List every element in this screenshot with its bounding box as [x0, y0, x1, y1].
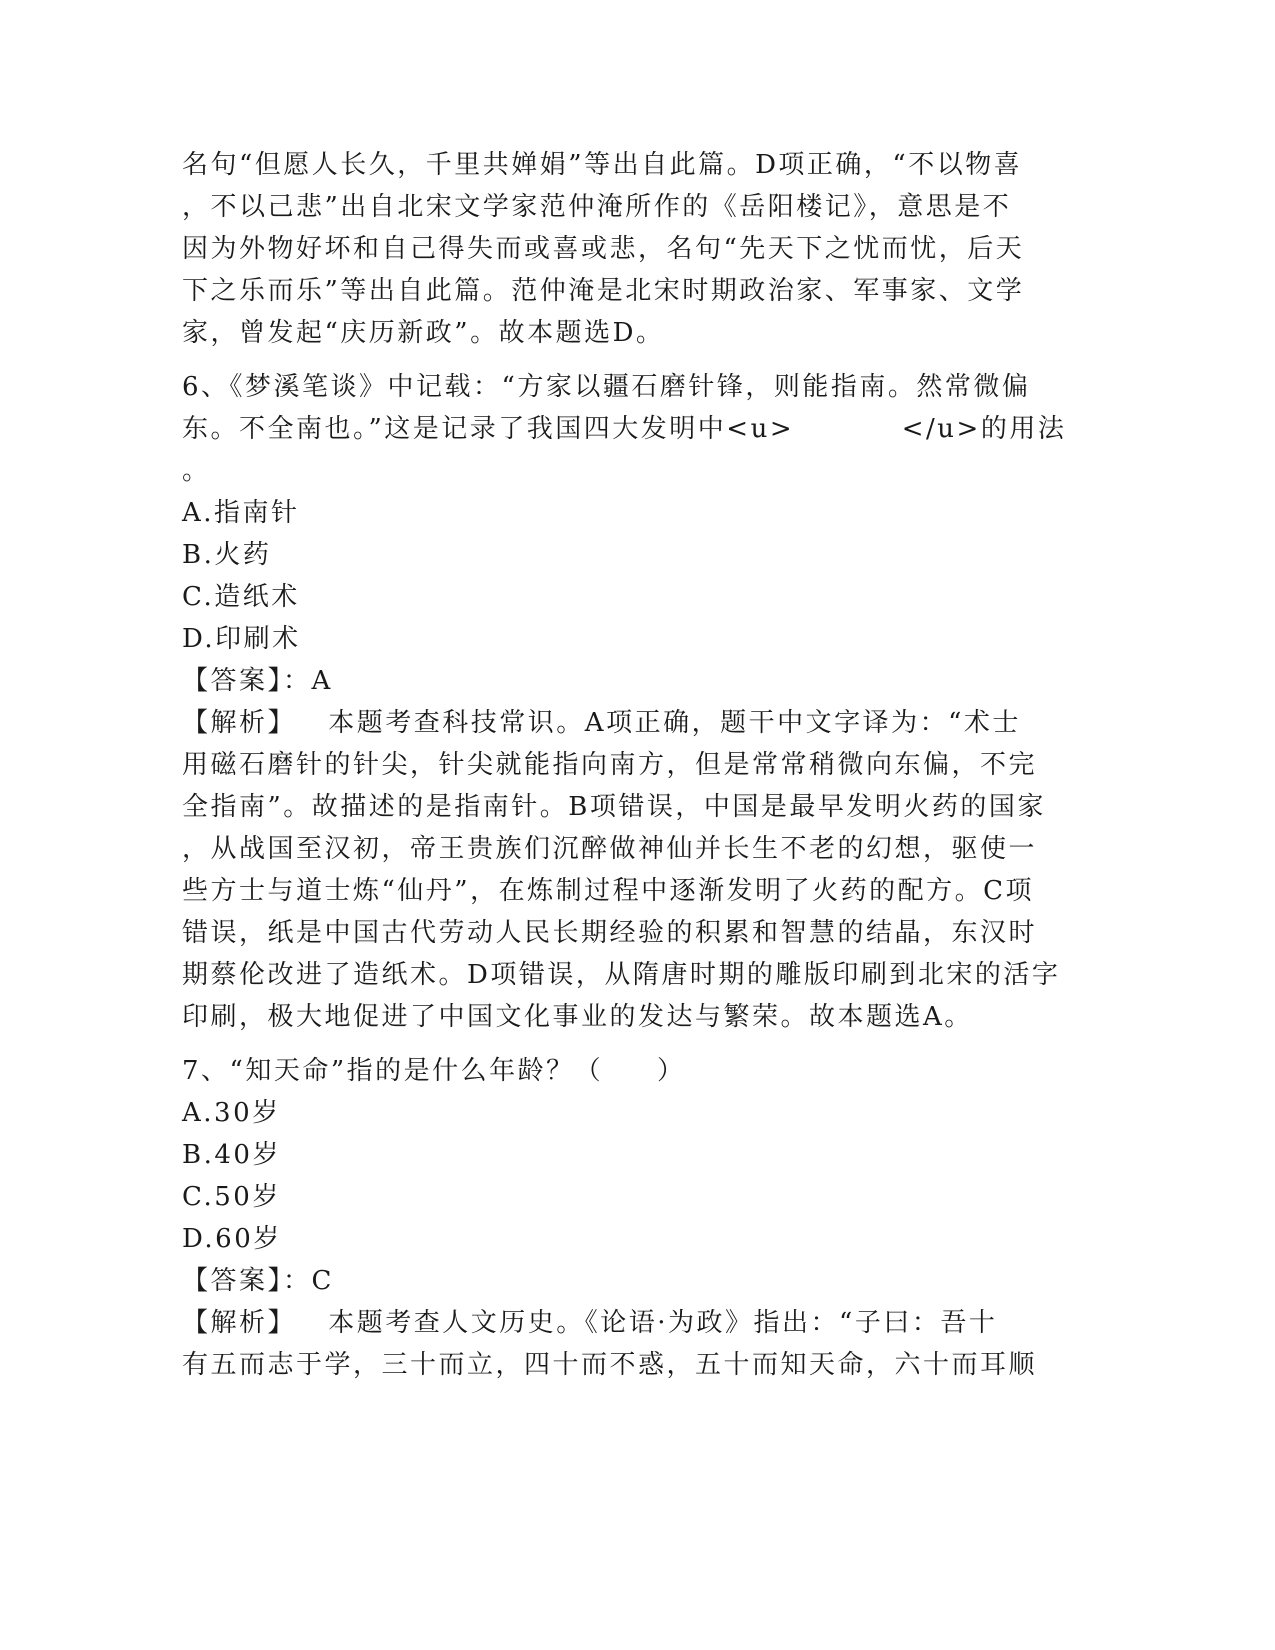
option-b: B.火药	[182, 540, 272, 570]
option-d: D.印刷术	[182, 624, 301, 654]
explanation-line: 期蔡伦改进了造纸术。D项错误，从隋唐时期的雕版印刷到北宋的活字	[182, 960, 1061, 990]
text-line: 名句“但愿人长久，千里共婵娟”等出自此篇。D项正确，“不以物喜	[182, 150, 1023, 180]
explanation-line: 错误，纸是中国古代劳动人民长期经验的积累和智慧的结晶，东汉时	[182, 918, 1038, 948]
prev-explanation	[182, 144, 1082, 354]
question-stem: 东。不全南也。”这是记录了我国四大发明中<u> </u>的用法	[182, 414, 1067, 444]
answer: 【答案】：A	[182, 666, 333, 696]
explanation-line: 印刷，极大地促进了中国文化事业的发达与繁荣。故本题选A。	[182, 1002, 973, 1032]
explanation-line: 全指南”。故描述的是指南针。B项错误，中国是最早发明火药的国家	[182, 792, 1046, 822]
option-b: B.40岁	[182, 1140, 281, 1170]
option-a: A.指南针	[182, 498, 300, 528]
explanation-line: 有五而志于学，三十而立，四十而不惑，五十而知天命，六十而耳顺	[182, 1350, 1038, 1380]
option-a: A.30岁	[182, 1098, 281, 1128]
question-7	[182, 1050, 1082, 1386]
text-line: 下之乐而乐”等出自此篇。范仲淹是北宋时期政治家、军事家、文学	[182, 276, 1025, 306]
question-6	[182, 366, 1082, 1038]
text-line: 家，曾发起“庆历新政”。故本题选D。	[182, 318, 665, 348]
question-stem: 6、《梦溪笔谈》中记载：“方家以疆石磨针锋，则能指南。然常微偏	[182, 372, 1031, 402]
explanation-line: 【解析】 本题考查人文历史。《论语·为政》指出：“子曰：吾十	[182, 1308, 998, 1338]
question-stem: 7、“知天命”指的是什么年龄？（ ）	[182, 1056, 686, 1086]
text-line: 因为外物好坏和自己得失而或喜或悲，名句“先天下之忧而忧，后天	[182, 234, 1025, 264]
explanation-line: 用磁石磨针的针尖，针尖就能指向南方，但是常常稍微向东偏，不完	[182, 750, 1038, 780]
document-page	[182, 144, 1082, 1386]
explanation-line: 些方士与道士炼“仙丹”，在炼制过程中逐渐发明了火药的配方。C项	[182, 876, 1034, 906]
option-c: C.造纸术	[182, 582, 300, 612]
explanation-line: ，从战国至汉初，帝王贵族们沉醉做神仙并长生不老的幻想，驱使一	[182, 834, 1038, 864]
explanation-line: 【解析】 本题考查科技常识。A项正确，题干中文字译为：“术士	[182, 708, 1021, 738]
option-d: D.60岁	[182, 1224, 282, 1254]
text-line: ，不以己悲”出自北宋文学家范仲淹所作的《岳阳楼记》，意思是不	[182, 192, 1012, 222]
answer: 【答案】：C	[182, 1266, 334, 1296]
question-stem: 。	[182, 456, 211, 486]
option-c: C.50岁	[182, 1182, 281, 1212]
